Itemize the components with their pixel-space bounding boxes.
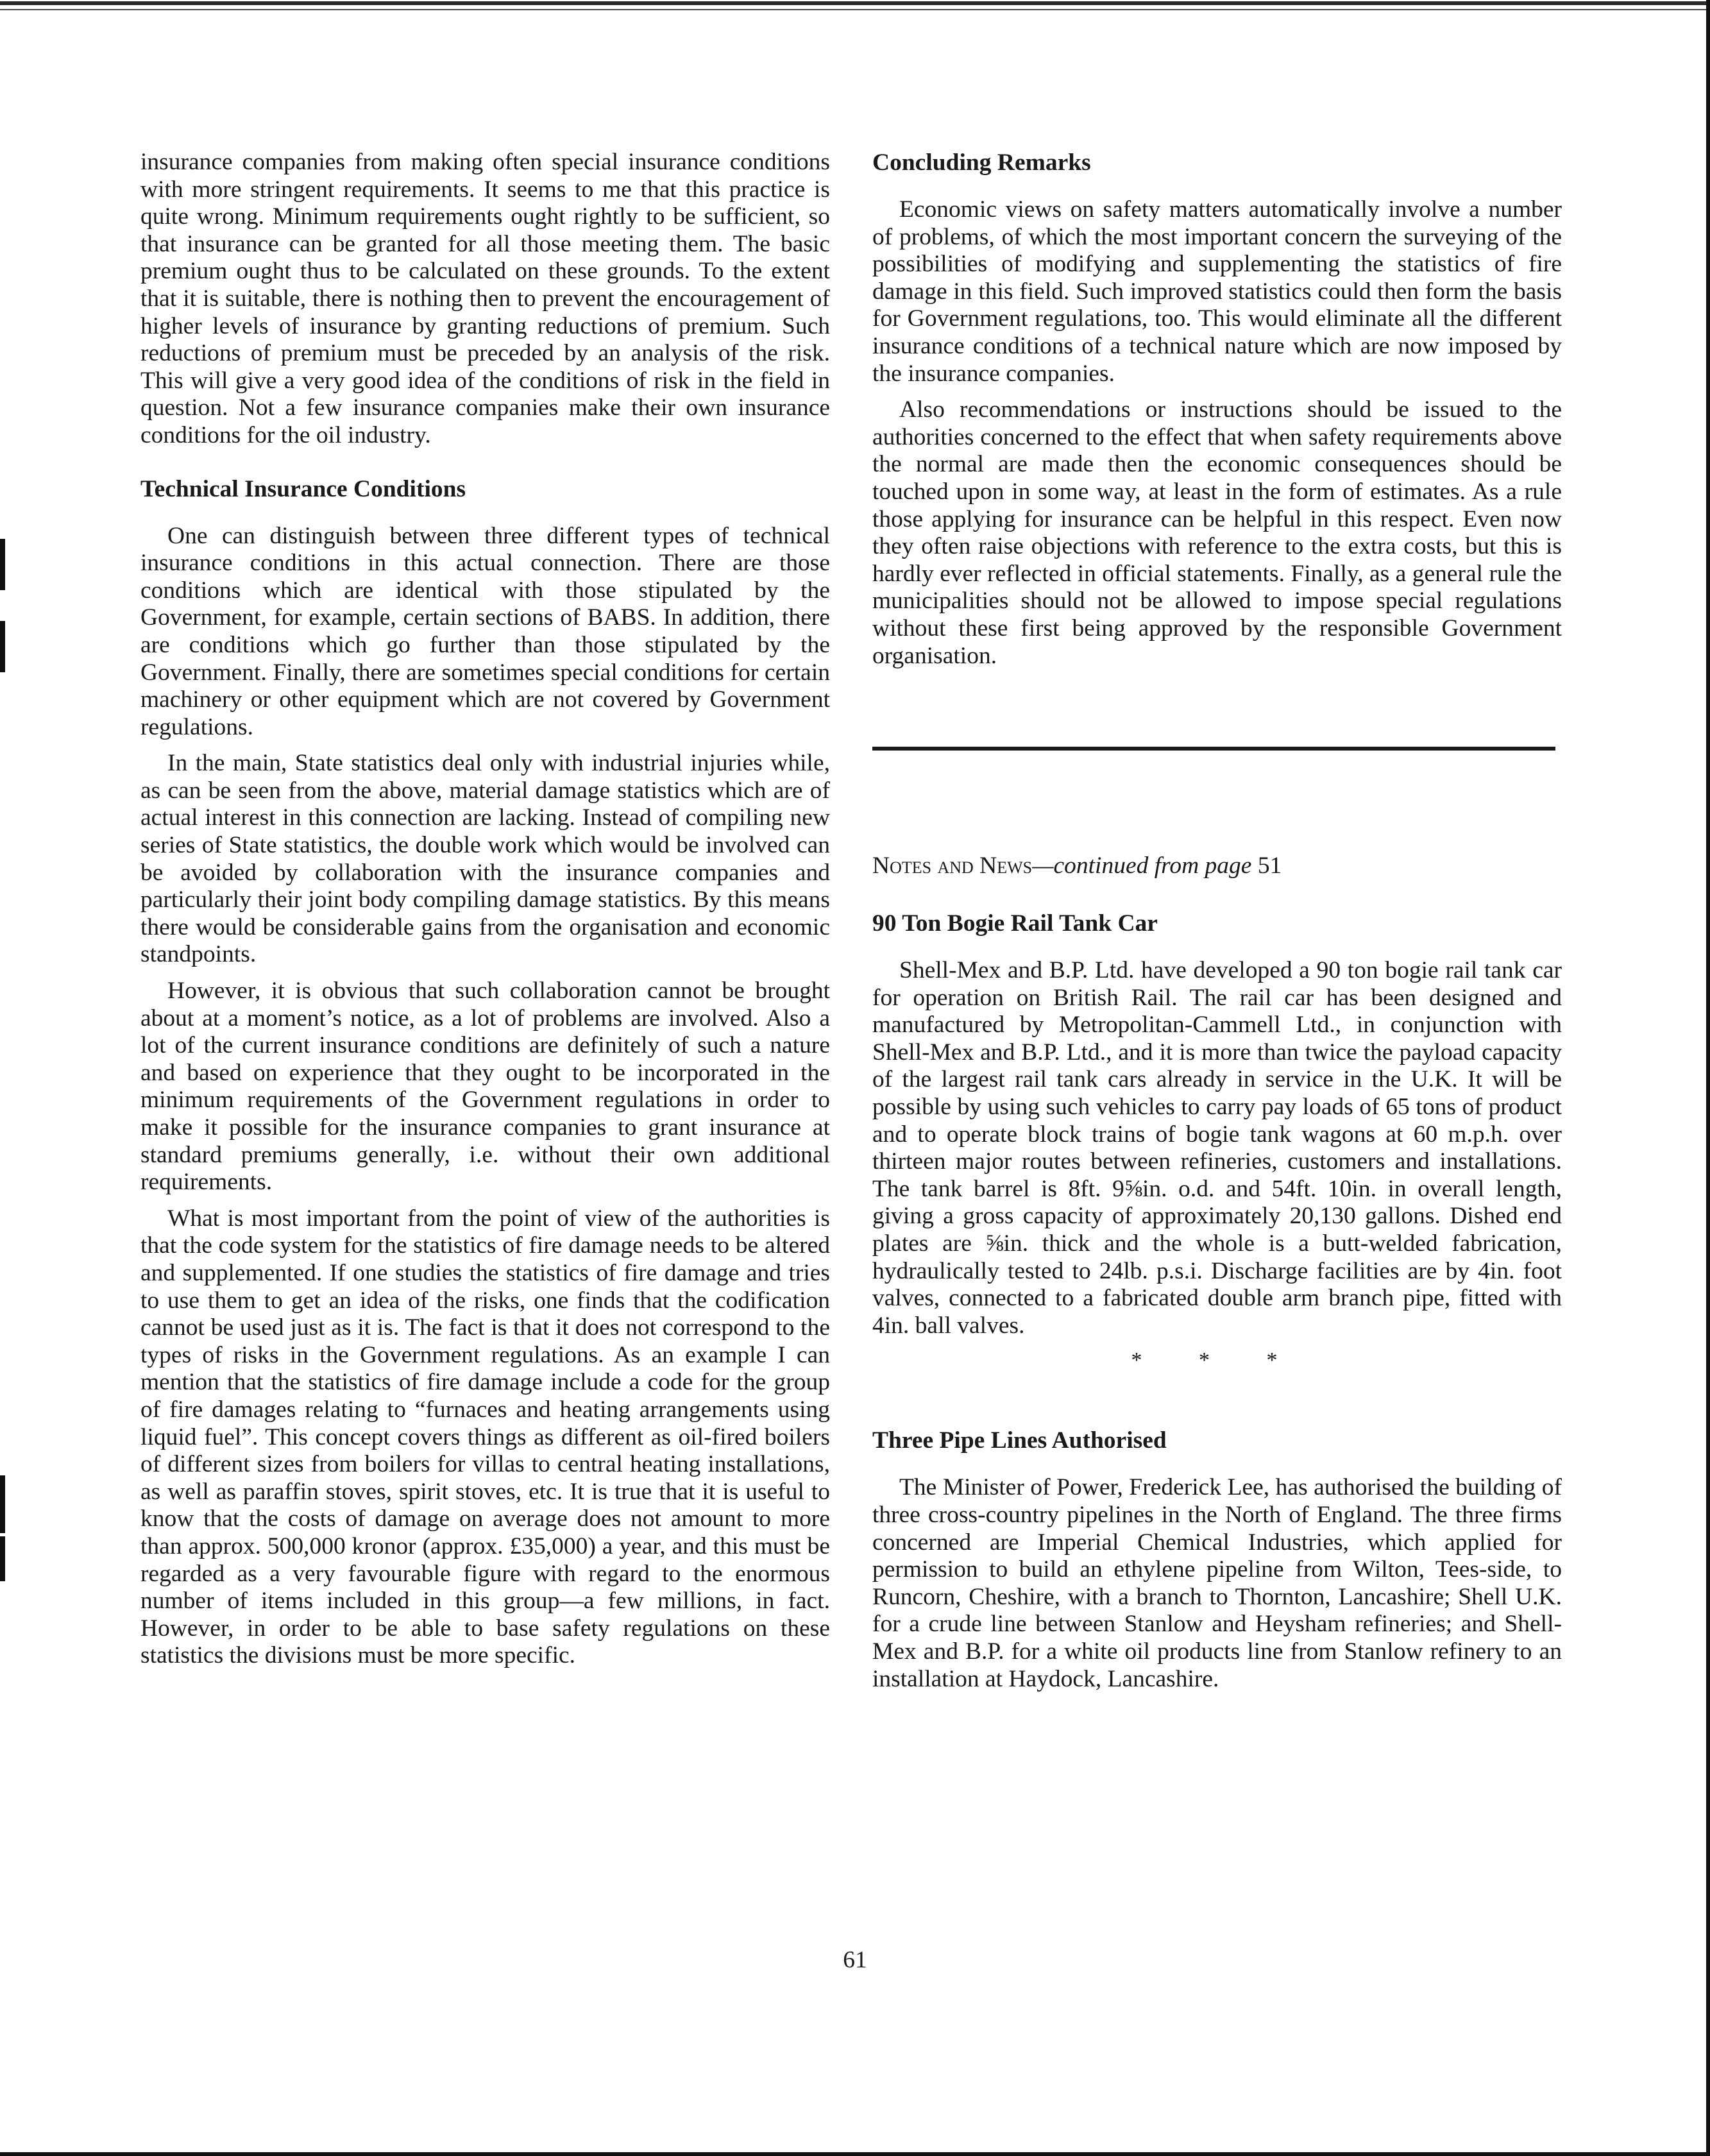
concluding-paragraph-1: Economic views on safety matters automatically involve a number of problems, of which the most important concern the surveying of the possibilities of modifying and supplementing the statistics of fire damage in this field. Such improved statistics could then form the basis for Government regulations, too. This would eliminate all the different insurance conditions of a technical nature which are now imposed by the insurance companies. [872,196,1562,387]
tank-car-paragraph: Shell-Mex and B.P. Ltd. have developed a 90 ton bogie rail tank car for operation on British Rail. The rail car has been designed and manufactured by Metropolitan-Cammell Ltd., in conjunction with Shell-Mex and B.P. Ltd., and it is more than twice the payload capacity of the largest rail tank cars already in service in the U.K. It will be possible by using such vehicles to carry pay loads of 65 tons of product and to operate block trains of bogie tank wagons at 60 m.p.h. over thirteen major routes between refineries, customers and installations. The tank barrel is 8ft. 9⅝in. o.d. and 54ft. 10in. in overall length, giving a gross capacity of approximately 20,130 gallons. Dished end plates are ⅝in. thick and the whole is a butt-welded fabrication, hydraulically tested to 24lb. p.s.i. Discharge facilities are by 4in. foot valves, connected to a fabricated double arm branch pipe, fitted with 4in. ball valves. [872,957,1562,1339]
notes-page-ref: 51 [1257,853,1282,879]
right-page-edge [1706,0,1710,2156]
technical-paragraph-4: What is most important from the point of view of the authorities is that the code system for the statistics of fire damage needs to be altered and supplemented. If one studies the statistics of fire damage and tries to use them to get an idea of the risks, one finds that the codification cannot be used just as it is. The fact is that it does not correspond to the types of risks in the Government regulations. As an example I can mention that the statistics of fire damage include a code for the group of fire damages relating to “furnaces and heating arrangements using liquid fuel”. This concept covers things as different as oil-fired boilers of different sizes from boilers for villas to central heating installations, as well as paraffin stoves, spirit stoves, etc. It is true that it is useful to know that the costs of damage on average does not amount to more than approx. 500,000 kronor (approx. £35,000) a year, and this must be regarded as a very favourable figure with regard to the enormous number of items included in this group—a few millions, in fact. However, in order to be able to base safety regulations on these statistics the divisions must be more specific. [140,1205,830,1669]
heading-tank-car: 90 Ton Bogie Rail Tank Car [872,910,1158,937]
technical-paragraph-3: However, it is obvious that such collaboration cannot be brought about at a moment’s notice, as a lot of problems are involved. Also a lot of the current insurance conditions are definitely of such a nature and based on experience that they ought to be incorporated in the minimum requirements of the Government regulations in order to make it possible for the insurance companies to grant insurance at standard premiums generally, i.e. without their own additional requirements. [140,978,830,1196]
notes-continued: —continued from page [1032,853,1252,879]
page-number: 61 [843,1947,867,1973]
left-column [140,149,830,1679]
notes-label: Notes and News [872,853,1033,879]
intro-paragraph: insurance companies from making often special insurance conditions with more stringent requirements. It seems to me that this practice is quite wrong. Minimum requirements ought rightly to be sufficient, so that insurance can be granted for all those meeting them. The basic premium ought thus to be calculated on these grounds. To the extent that it is suitable, there is nothing then to prevent the encouragement of higher levels of insurance by granting reductions of premium. Such reductions of premium must be preceded by an analysis of the risk. This will give a very good idea of the conditions of risk in the field in question. Not a few insurance companies make their own insurance conditions for the oil industry. [140,149,830,448]
scan-margin-mark [0,1536,5,1581]
scan-margin-mark [0,539,5,590]
bottom-page-edge [0,2152,1710,2156]
heading-pipe-lines: Three Pipe Lines Authorised [872,1427,1167,1454]
asterisk-separator: * * * [1131,1348,1303,1373]
top-border-rule [0,1,1710,5]
scan-margin-mark [0,621,5,672]
heading-technical-insurance-conditions: Technical Insurance Conditions [140,475,466,502]
heading-concluding-remarks: Concluding Remarks [872,149,1091,176]
scan-margin-mark [0,1475,5,1533]
section-divider-rule [872,747,1555,751]
pipe-lines-paragraph: The Minister of Power, Frederick Lee, has authorised the building of three cross-country pipelines in the North of England. The three firms concerned are Imperial Chemical Industries, which applied for permission to build an ethylene pipeline from Wilton, Tees-side, to Runcorn, Cheshire, with a branch to Thornton, Lancashire; Shell U.K. for a crude line between Stanlow and Heysham refineries; and Shell-Mex and B.P. for a white oil products line from Stanlow refinery to an installation at Haydock, Lancashire. [872,1474,1562,1692]
top-border-rule-thin [0,9,1710,10]
concluding-paragraph-2: Also recommendations or instructions should be issued to the authorities concerned to the effect that when safety requirements above the normal are made then the economic consequences should be touched upon in some way, at least in the form of estimates. As a rule those applying for insurance can be helpful in this respect. Even now they often raise objections with reference to the extra costs, but this is hardly ever reflected in official statements. Finally, as a general rule the municipalities should not be allowed to impose special regulations without these first being approved by the responsible Government organisation. [872,396,1562,669]
technical-paragraph-1: One can distinguish between three different types of technical insurance conditions in this actual connection. There are those conditions which are identical with those stipulated by the Government, for example, certain sections of BABS. In addition, there are conditions which go further than those stipulated by the Government. Finally, there are sometimes special conditions for certain machinery or other equipment which are not covered by Government regulations. [140,522,830,740]
technical-paragraph-2: In the main, State statistics deal only with industrial injuries while, as can be seen from the above, material damage statistics which are of actual interest in this connection are lacking. Instead of compiling new series of State statistics, the double work which would be involved can be avoided by collaboration with the insurance companies and particularly their joint body compiling damage statistics. By this means there would be considerable gains from the organisation and economic standpoints. [140,750,830,968]
notes-and-news-line [872,852,1562,880]
right-column [872,149,1562,1702]
